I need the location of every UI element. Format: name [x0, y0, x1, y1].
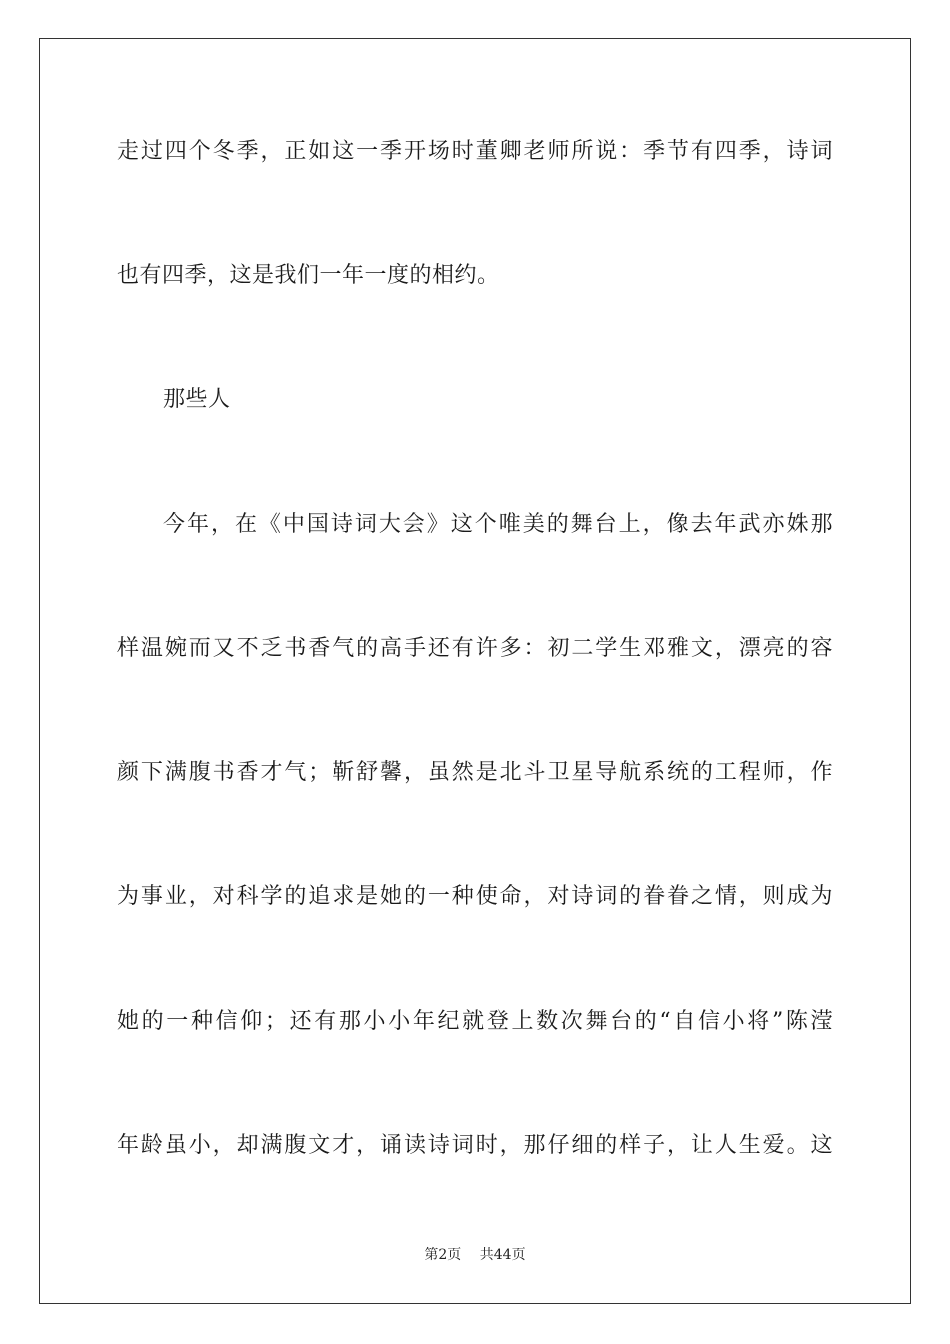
page-footer	[0, 1246, 950, 1264]
page-number: 第2页	[424, 1247, 462, 1263]
body-text-line: 也有四季，这是我们一年一度的相约。	[117, 263, 500, 288]
body-text-line: 颜下满腹书香才气；靳舒馨，虽然是北斗卫星导航系统的工程师，作	[117, 760, 833, 785]
section-heading: 那些人	[163, 387, 231, 412]
body-text-line: 为事业，对科学的追求是她的一种使命，对诗词的眷眷之情，则成为	[117, 884, 833, 909]
body-text-line: 样温婉而又不乏书香气的高手还有许多：初二学生邓雅文，漂亮的容	[117, 636, 833, 661]
body-text-line: 走过四个冬季，正如这一季开场时董卿老师所说：季节有四季，诗词	[117, 139, 833, 164]
body-text-line: 年龄虽小，却满腹文才，诵读诗词时，那仔细的样子，让人生爱。这	[117, 1133, 833, 1158]
total-pages: 共44页	[479, 1247, 526, 1263]
page-border	[39, 38, 911, 1304]
body-text-line: 今年，在《中国诗词大会》这个唯美的舞台上，像去年武亦姝那	[163, 512, 833, 537]
body-text-line: 她的一种信仰；还有那小小年纪就登上数次舞台的“自信小将”陈滢	[117, 1009, 833, 1034]
